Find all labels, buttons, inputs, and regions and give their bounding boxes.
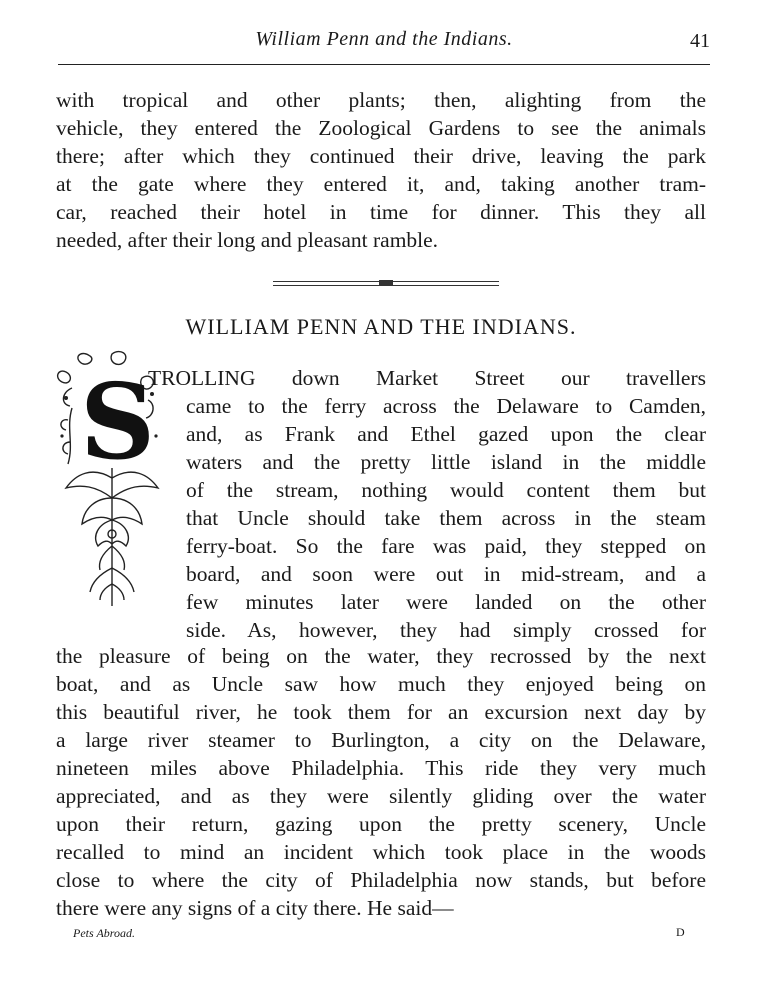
signature-mark-left: Pets Abroad. <box>73 926 135 940</box>
decorated-drop-cap <box>52 348 162 610</box>
text-line: few minutes later were landed on the other <box>186 590 706 614</box>
page-number: 41 <box>690 30 710 52</box>
text-line: boat, and as Uncle saw how much they enjoyed being on <box>56 672 706 696</box>
text-line: upon their return, gazing upon the pretty scenery, Uncle <box>56 812 706 836</box>
text-line: the pleasure of being on the water, they recrossed by the next <box>56 644 706 668</box>
text-line: appreciated, and as they were silently gliding over the water <box>56 784 706 808</box>
header-rule <box>58 64 710 65</box>
running-head <box>58 24 710 54</box>
text-line: ferry-boat. So the fare was paid, they stepped on <box>186 534 706 558</box>
running-title: William Penn and the Indians. <box>255 28 513 50</box>
text-line: there were any signs of a city there. He said— <box>56 896 454 920</box>
text-line: came to the ferry across the Delaware to Camden, <box>186 394 706 418</box>
first-line: TROLLING down Market Street our travellers <box>148 366 706 390</box>
text-line: close to where the city of Philadelphia now stands, but before <box>56 868 706 892</box>
text-line: with tropical and other plants; then, alighting from the <box>56 88 706 112</box>
text-line: vehicle, they entered the Zoological Gardens to see the animals <box>56 116 706 140</box>
text-line: car, reached their hotel in time for dinner. This they all <box>56 200 706 224</box>
text-line: a large river steamer to Burlington, a city on the Delaware, <box>56 728 706 752</box>
text-line: waters and the pretty little island in the middle <box>186 450 706 474</box>
text-line: this beautiful river, he took them for an excursion next day by <box>56 700 706 724</box>
signature-mark-right: D <box>676 925 685 939</box>
text-line: at the gate where they entered it, and, taking another tram- <box>56 172 706 196</box>
section-divider <box>273 280 499 288</box>
text-line: of the stream, nothing would content them but <box>186 478 706 502</box>
text-line: needed, after their long and pleasant ramble. <box>56 228 439 252</box>
section-heading: WILLIAM PENN AND THE INDIANS. <box>185 314 577 339</box>
text-line: that Uncle should take them across in the steam <box>186 506 706 530</box>
text-line: there; after which they continued their drive, leaving the park <box>56 144 706 168</box>
text-line: side. As, however, they had simply crossed for <box>186 618 706 642</box>
text-line: recalled to mind an incident which took place in the woods <box>56 840 706 864</box>
text-line: and, as Frank and Ethel gazed upon the clear <box>186 422 706 446</box>
text-line: nineteen miles above Philadelphia. This ride they very much <box>56 756 706 780</box>
drop-cap-letter: S <box>80 360 156 483</box>
text-line: board, and soon were out in mid-stream, and a <box>186 562 706 586</box>
